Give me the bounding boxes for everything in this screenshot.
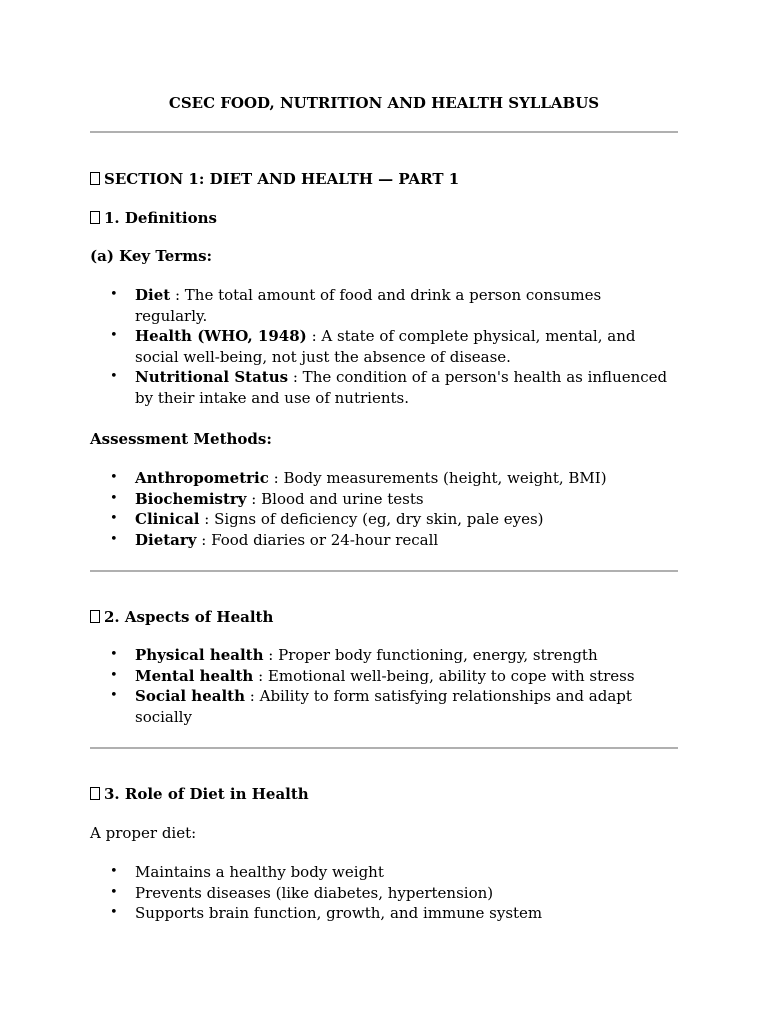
aspects-heading-text: 2. Aspects of Health <box>104 608 274 626</box>
divider <box>90 747 678 749</box>
list-item: • Maintains a healthy body weight <box>90 862 678 883</box>
term: Diet <box>135 286 171 304</box>
term: Mental health <box>135 666 254 685</box>
term: Physical health <box>135 646 264 664</box>
definitions-heading-text: 1. Definitions <box>104 209 217 227</box>
term-description: : Proper body functioning, energy, strength <box>263 646 598 664</box>
term: Clinical <box>135 510 200 528</box>
term: Health (WHO, 1948) <box>135 327 307 345</box>
key-terms-list <box>90 285 678 408</box>
definitions-heading <box>90 209 217 227</box>
term: Nutritional Status <box>135 368 289 386</box>
missing-glyph-icon <box>90 172 100 185</box>
term-description: : Food diaries or 24-hour recall <box>196 530 439 549</box>
missing-glyph-icon <box>90 610 100 623</box>
list-item <box>90 530 678 551</box>
divider <box>90 570 678 572</box>
list-item <box>90 285 678 326</box>
assessment-list <box>90 468 678 550</box>
key-terms-label: (a) Key Terms: <box>90 247 213 265</box>
missing-glyph-icon <box>90 211 100 224</box>
role-list <box>90 862 678 924</box>
term-description: : Signs of deficiency (eg, dry skin, pale eyes) <box>199 510 544 528</box>
list-item <box>90 326 678 367</box>
term-description: : The total amount of food and drink a person consumes regularly. <box>135 286 602 325</box>
list-item <box>90 645 678 666</box>
role-heading-text: 3. Role of Diet in Health <box>104 785 309 803</box>
list-item <box>90 686 678 727</box>
section-heading <box>90 170 459 188</box>
term: Dietary <box>135 530 197 549</box>
term-description: : Blood and urine tests <box>246 489 424 508</box>
aspects-list <box>90 645 678 727</box>
list-item: • Supports brain function, growth, and immune system <box>90 903 678 924</box>
list-item <box>90 367 678 408</box>
term: Anthropometric <box>135 469 269 487</box>
term-description: : The condition of a person's health as influenced by their intake and use of nutrients. <box>135 368 668 407</box>
list-item <box>90 468 678 489</box>
term: Biochemistry <box>135 489 247 508</box>
document-title: CSEC FOOD, NUTRITION AND HEALTH SYLLABUS <box>168 94 600 112</box>
list-item <box>90 509 678 530</box>
term-description: : Emotional well-being, ability to cope with stress <box>253 666 635 685</box>
aspects-heading <box>90 608 273 626</box>
term-description: : Body measurements (height, weight, BMI) <box>268 469 607 487</box>
list-item <box>90 489 678 510</box>
term-description: : A state of complete physical, mental, and social well-being, not just the absence of disease. <box>135 327 636 366</box>
list-item <box>90 666 678 687</box>
role-intro: A proper diet: <box>90 824 197 842</box>
role-heading <box>90 785 309 803</box>
divider <box>90 131 678 133</box>
list-item: • Prevents diseases (like diabetes, hypertension) <box>90 883 678 904</box>
missing-glyph-icon <box>90 787 100 800</box>
assessment-label: Assessment Methods: <box>90 430 272 448</box>
term: Social health <box>135 687 246 705</box>
section-heading-text: SECTION 1: DIET AND HEALTH — PART 1 <box>104 170 460 188</box>
term-description: : Ability to form satisfying relationships and adapt socially <box>135 687 632 726</box>
